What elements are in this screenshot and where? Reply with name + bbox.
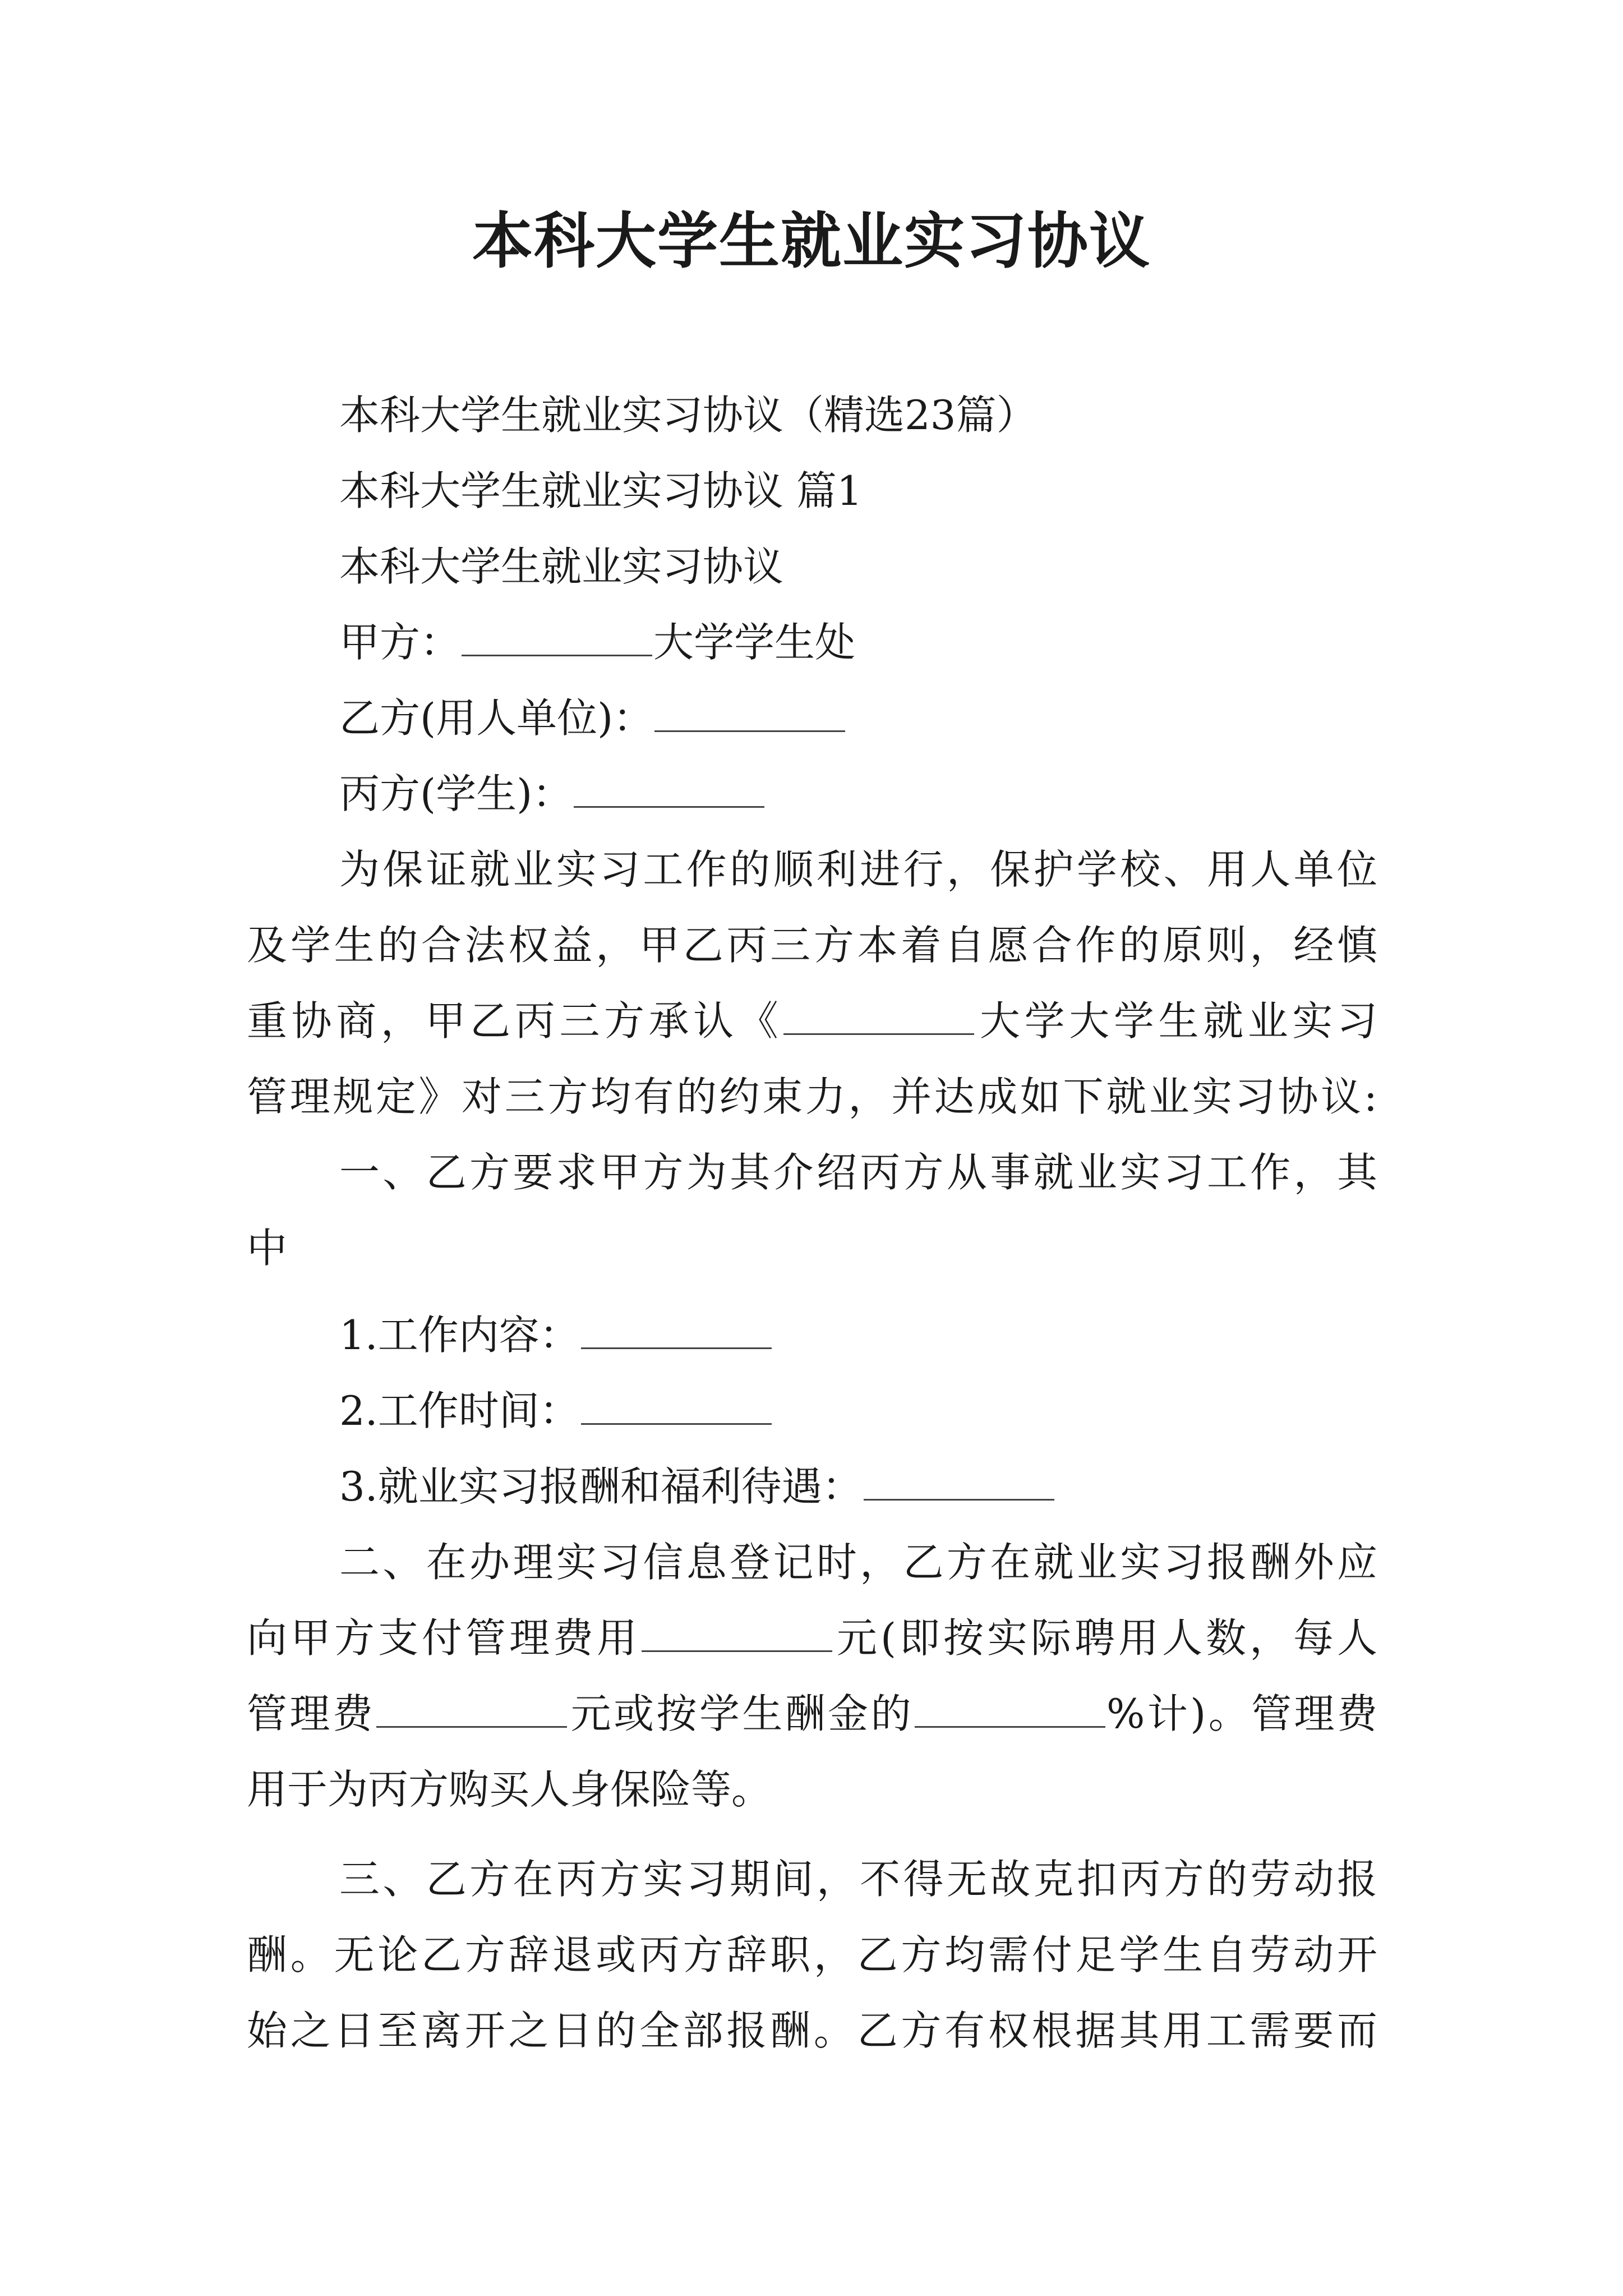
blank-field[interactable]	[581, 1314, 772, 1349]
text-span: 本科大学生就业实习协议（精选23篇）	[339, 392, 1037, 439]
blank-field[interactable]	[864, 1465, 1054, 1501]
text-span: 元(即按实际聘用人数，每人	[833, 1614, 1377, 1662]
blank-field[interactable]	[654, 697, 845, 732]
blank-field[interactable]	[581, 1389, 772, 1425]
paragraph-line	[247, 1604, 1377, 1672]
item-work-content	[339, 1301, 773, 1369]
paragraph-line	[247, 1997, 1377, 2064]
agreement-heading	[339, 533, 783, 600]
text-span: 用于为丙方购买人身保险等。	[247, 1766, 772, 1813]
text-span: 元或按学生酬金的	[568, 1690, 914, 1737]
paragraph-line	[247, 1680, 1377, 1747]
paragraph-line	[247, 1214, 287, 1282]
party-b-line	[339, 684, 846, 752]
text-span: 大学大学生就业实习	[975, 997, 1377, 1045]
text-span: 管理规定》对三方均有的约束力，并达成如下就业实习协议:	[247, 1073, 1377, 1120]
item-compensation	[339, 1453, 1055, 1520]
text-span: 酬。无论乙方辞退或丙方辞职，乙方均需付足学生自劳动开	[247, 1931, 1377, 1978]
blank-field[interactable]	[376, 1692, 567, 1728]
paragraph-line	[247, 1921, 1377, 1989]
text-span: 二、在办理实习信息登记时，乙方在就业实习报酬外应	[339, 1539, 1377, 1586]
subtitle-line	[339, 381, 1037, 449]
party-c-label: 丙方(学生)：	[339, 770, 573, 817]
paragraph-line	[339, 836, 1377, 903]
blank-field[interactable]	[915, 1692, 1105, 1728]
blank-field[interactable]	[642, 1617, 832, 1652]
section-heading	[339, 457, 863, 524]
text-span: 三、乙方在丙方实习期间，不得无故克扣丙方的劳动报	[339, 1856, 1377, 1903]
party-a-suffix: 大学学生处	[653, 619, 856, 666]
paragraph-line	[339, 1846, 1377, 1913]
blank-field[interactable]	[574, 772, 764, 808]
blank-field[interactable]	[783, 1000, 974, 1035]
paragraph-line	[339, 1139, 1377, 1206]
text-span: 1.工作内容：	[339, 1312, 580, 1359]
item-work-time	[339, 1377, 773, 1444]
text-span: 2.工作时间：	[339, 1387, 580, 1434]
text-span: 本科大学生就业实习协议 篇1	[339, 467, 863, 514]
document-title: 本科大学生就业实习协议	[472, 206, 1151, 277]
text-span: 管理费	[247, 1690, 376, 1737]
text-span: 一、乙方要求甲方为其介绍丙方从事就业实习工作，其	[339, 1149, 1377, 1196]
party-c-line	[339, 760, 766, 827]
text-span: 中	[247, 1225, 288, 1272]
party-a-line	[339, 609, 855, 676]
text-span: 重协商，甲乙丙三方承认《	[247, 997, 783, 1045]
party-a-label: 甲方：	[339, 619, 461, 666]
text-span: %计)。管理费	[1106, 1690, 1377, 1737]
text-span: 向甲方支付管理费用	[247, 1614, 640, 1662]
blank-field[interactable]	[462, 621, 652, 656]
paragraph-line	[247, 987, 1377, 1055]
paragraph-line	[339, 1529, 1377, 1596]
text-span: 3.就业实习报酬和福利待遇：	[339, 1463, 863, 1510]
paragraph-line	[247, 1063, 1377, 1130]
party-b-label: 乙方(用人单位)：	[339, 694, 654, 742]
text-span: 为保证就业实习工作的顺利进行，保护学校、用人单位	[339, 846, 1377, 893]
text-span: 及学生的合法权益，甲乙丙三方本着自愿合作的原则，经慎	[247, 922, 1377, 969]
paragraph-line	[247, 1756, 772, 1823]
text-span: 本科大学生就业实习协议	[339, 543, 784, 590]
text-span: 始之日至离开之日的全部报酬。乙方有权根据其用工需要而	[247, 2007, 1377, 2054]
paragraph-line	[247, 912, 1377, 979]
